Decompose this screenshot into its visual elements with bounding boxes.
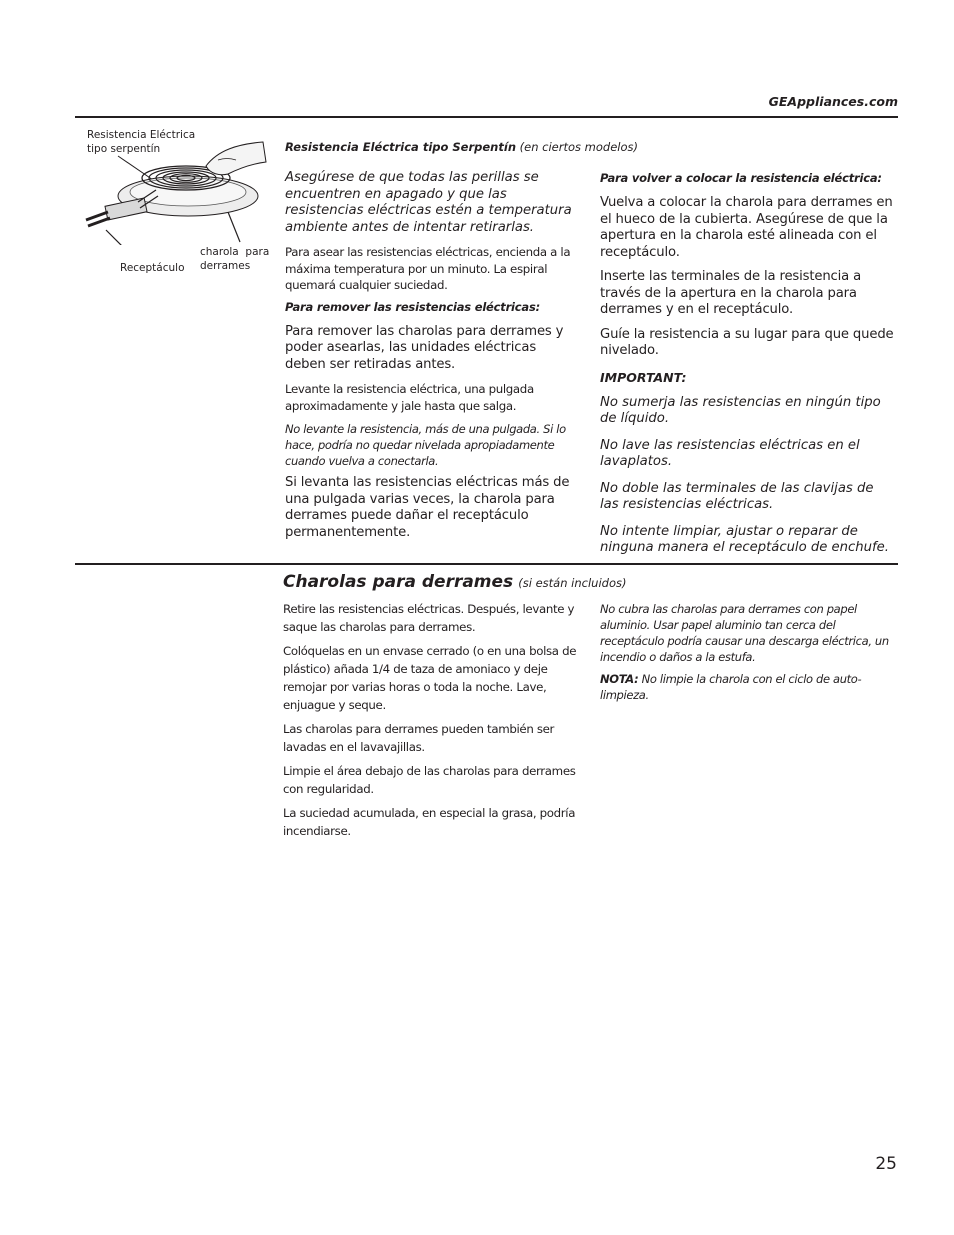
top-rule xyxy=(75,116,898,118)
section-divider xyxy=(75,563,898,565)
note-paragraph xyxy=(600,671,897,703)
figure-label-pan-line1: charola para xyxy=(200,246,270,258)
drip-pan-paragraph-1: Retire las resistencias eléctricas. Después, levante y saque las charolas para derrames. xyxy=(283,602,575,634)
drip-pan-title: Charolas para derrames xyxy=(283,572,514,592)
drip-pan-paragraph-5: La suciedad acumulada, en especial la grasa, podría incendiarse. xyxy=(283,806,576,838)
drip-pan-left-column xyxy=(283,600,581,840)
replace-paragraph-2: Inserte las terminales de la resistencia a través de la apertura en la charola para derrames y en el receptáculo. xyxy=(600,269,862,317)
figure-label-pan xyxy=(200,245,269,273)
figure-label-coil-line1: Resistencia Eléctrica xyxy=(87,129,196,141)
note-label: NOTA: xyxy=(600,672,639,686)
drip-pan-paragraph-2: Colóquelas en un envase cerrado (o en una bolsa de plástico) añada 1/4 de taza de amoniaco y deje remojar por varias horas o toda la noche. Lave, enjuague y seque. xyxy=(283,644,577,712)
figure-label-receptacle: Receptáculo xyxy=(120,262,185,274)
coil-intro-paragraph: Asegúrese de que todas las perillas se encuentren en apagado y que las resistencias eléctricas estén a temperatura ambiente antes de intentar retirarlas. xyxy=(285,170,572,235)
coil-section-left-column xyxy=(285,170,580,541)
figure-label-coil-line2: tipo serpentín xyxy=(87,143,161,155)
site-name: GEAppliances.com xyxy=(768,94,898,109)
drip-pan-right-column xyxy=(600,601,897,703)
important-heading: IMPORTANT: xyxy=(600,369,687,385)
replace-paragraph-3: Guíe la resistencia a su lugar para que quede nivelado. xyxy=(600,326,894,358)
important-warning-4: No intente limpiar, ajustar o reparar de ninguna manera el receptáculo de enchufe. xyxy=(600,523,889,555)
important-warning-1: No sumerja las resistencias en ningún tipo de líquido. xyxy=(600,394,881,426)
drip-pan-section-title xyxy=(283,572,626,592)
note-text: No limpie la charola con el ciclo de auto-limpieza. xyxy=(600,672,862,702)
drip-pan-subtitle: (si están incluidos) xyxy=(518,576,627,590)
remove-paragraph-1: Para remover las charolas para derrames y poder asearlas, las unidades eléctricas deben ser retiradas antes. xyxy=(285,323,564,372)
replace-paragraph-1: Vuelva a colocar la charola para derrames en el hueco de la cubierta. Asegúrese de que la apertura en la charola esté alineada con el receptáculo. xyxy=(600,195,893,260)
coil-clean-paragraph: Para asear las resistencias eléctricas, encienda a la máxima temperatura por un minuto. La espiral quemará cualquier suciedad. xyxy=(285,245,571,292)
important-warning-3: No doble las terminales de las clavijas de las resistencias eléctricas. xyxy=(600,480,874,512)
drip-pan-paragraph-3: Las charolas para derrames pueden también ser lavadas en el lavavajillas. xyxy=(283,722,555,754)
drip-pan-paragraph-4: Limpie el área debajo de las charolas para derrames con regularidad. xyxy=(283,764,576,796)
coil-section-right-column xyxy=(600,171,896,557)
page-number: 25 xyxy=(875,1154,897,1174)
coil-element-illustration xyxy=(78,140,268,245)
figure-label-pan-line2: derrames xyxy=(200,260,251,272)
foil-warning: No cubra las charolas para derrames con papel aluminio. Usar papel aluminio tan cerca del receptáculo podría causar una descarga eléctrica, un incendio o daños a la estufa. xyxy=(600,602,889,664)
remove-paragraph-3: Si levanta las resistencias eléctricas más de una pulgada varias veces, la charola para derrames puede dañar el receptáculo permanentemente. xyxy=(285,475,570,540)
remove-warning: No levante la resistencia, más de una pulgada. Si lo hace, podría no quedar nivelada apropiadamente cuando vuelva a conectarla. xyxy=(285,422,566,468)
coil-section-title-text: Resistencia Eléctrica tipo Serpentín xyxy=(285,140,516,154)
remove-paragraph-2: Levante la resistencia eléctrica, una pulgada aproximadamente y jale hasta que salga. xyxy=(285,382,534,413)
replace-heading: Para volver a colocar la resistencia eléctrica: xyxy=(600,171,882,185)
remove-heading: Para remover las resistencias eléctricas: xyxy=(285,299,541,314)
important-warning-2: No lave las resistencias eléctricas en el lavaplatos. xyxy=(600,437,860,469)
coil-section-title xyxy=(285,140,638,154)
coil-section-title-note: (en ciertos modelos) xyxy=(519,140,638,154)
